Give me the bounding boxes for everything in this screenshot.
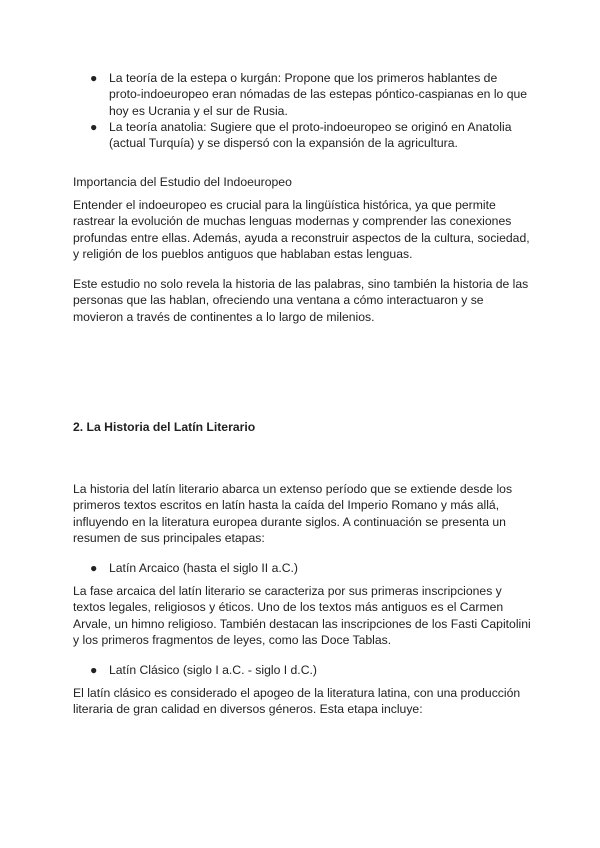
importance-paragraph-1: Entender el indoeuropeo es crucial para la lingüística histórica, ya que permite rastrear la evolución de muchas lenguas modernas y comprender las conexiones profundas entre ellas. Además, ayuda a reconstruir aspectos de la cultura, sociedad, y religión de los pueblos antiguos que hablaban estas lenguas.	[73, 198, 530, 261]
bullet-icon: ●	[90, 71, 98, 85]
bullet-icon: ●	[90, 561, 98, 575]
bullet-text: La teoría anatolia: Sugiere que el proto-indoeuropeo se originó en Anatolia (actual Turquía) y se dispersó con la expansión de la agricultura.	[109, 119, 512, 151]
bullet-icon: ●	[90, 663, 98, 677]
classic-paragraph: El latín clásico es considerado el apogeo de la literatura latina, con una producción literaria de gran calidad en diversos géneros. Esta etapa incluye:	[73, 686, 521, 717]
importance-paragraph-2: Este estudio no solo revela la historia de las palabras, sino también la historia de las personas que las hablan, ofreciendo una ventana a cómo interactuaron y se movieron a través de continentes a lo largo de milenios.	[73, 277, 529, 324]
bullet-icon: ●	[90, 119, 98, 134]
bullet-item-anatolia	[0, 119, 600, 152]
bullet-item-kurgan	[0, 70, 600, 119]
theory-bullet-list	[0, 70, 600, 151]
section-heading: 2. La Historia del Latín Literario	[73, 420, 256, 434]
section-intro-paragraph: La historia del latín literario abarca un extenso período que se extiende desde los primeros textos escritos en latín hasta la caída del Imperio Romano y más allá, influyendo en la literatura europea durante siglos. A continuación se presenta un resumen de sus principales etapas:	[73, 482, 513, 545]
importance-heading: Importancia del Estudio del Indoeuropeo	[73, 175, 292, 189]
bullet-item-classic	[0, 662, 600, 678]
bullet-text: Latín Arcaico (hasta el siglo II a.C.)	[109, 561, 298, 575]
bullet-item-archaic	[0, 560, 600, 576]
bullet-text: Latín Clásico (siglo I a.C. - siglo I d.C.)	[109, 663, 317, 677]
archaic-paragraph: La fase arcaica del latín literario se caracteriza por sus primeras inscripciones y textos legales, religiosos y éticos. Uno de los textos más antiguos es el Carmen Arvale, un himno religioso. También destacan las inscripciones de los Fasti Capitolini y los primeros fragmentos de leyes, como las Doce Tablas.	[73, 584, 531, 647]
bullet-text: La teoría de la estepa o kurgán: Propone que los primeros hablantes de proto-indoeuropeo eran nómadas de las estepas póntico-caspianas en lo que hoy es Ucrania y el sur de Rusia.	[109, 71, 528, 118]
